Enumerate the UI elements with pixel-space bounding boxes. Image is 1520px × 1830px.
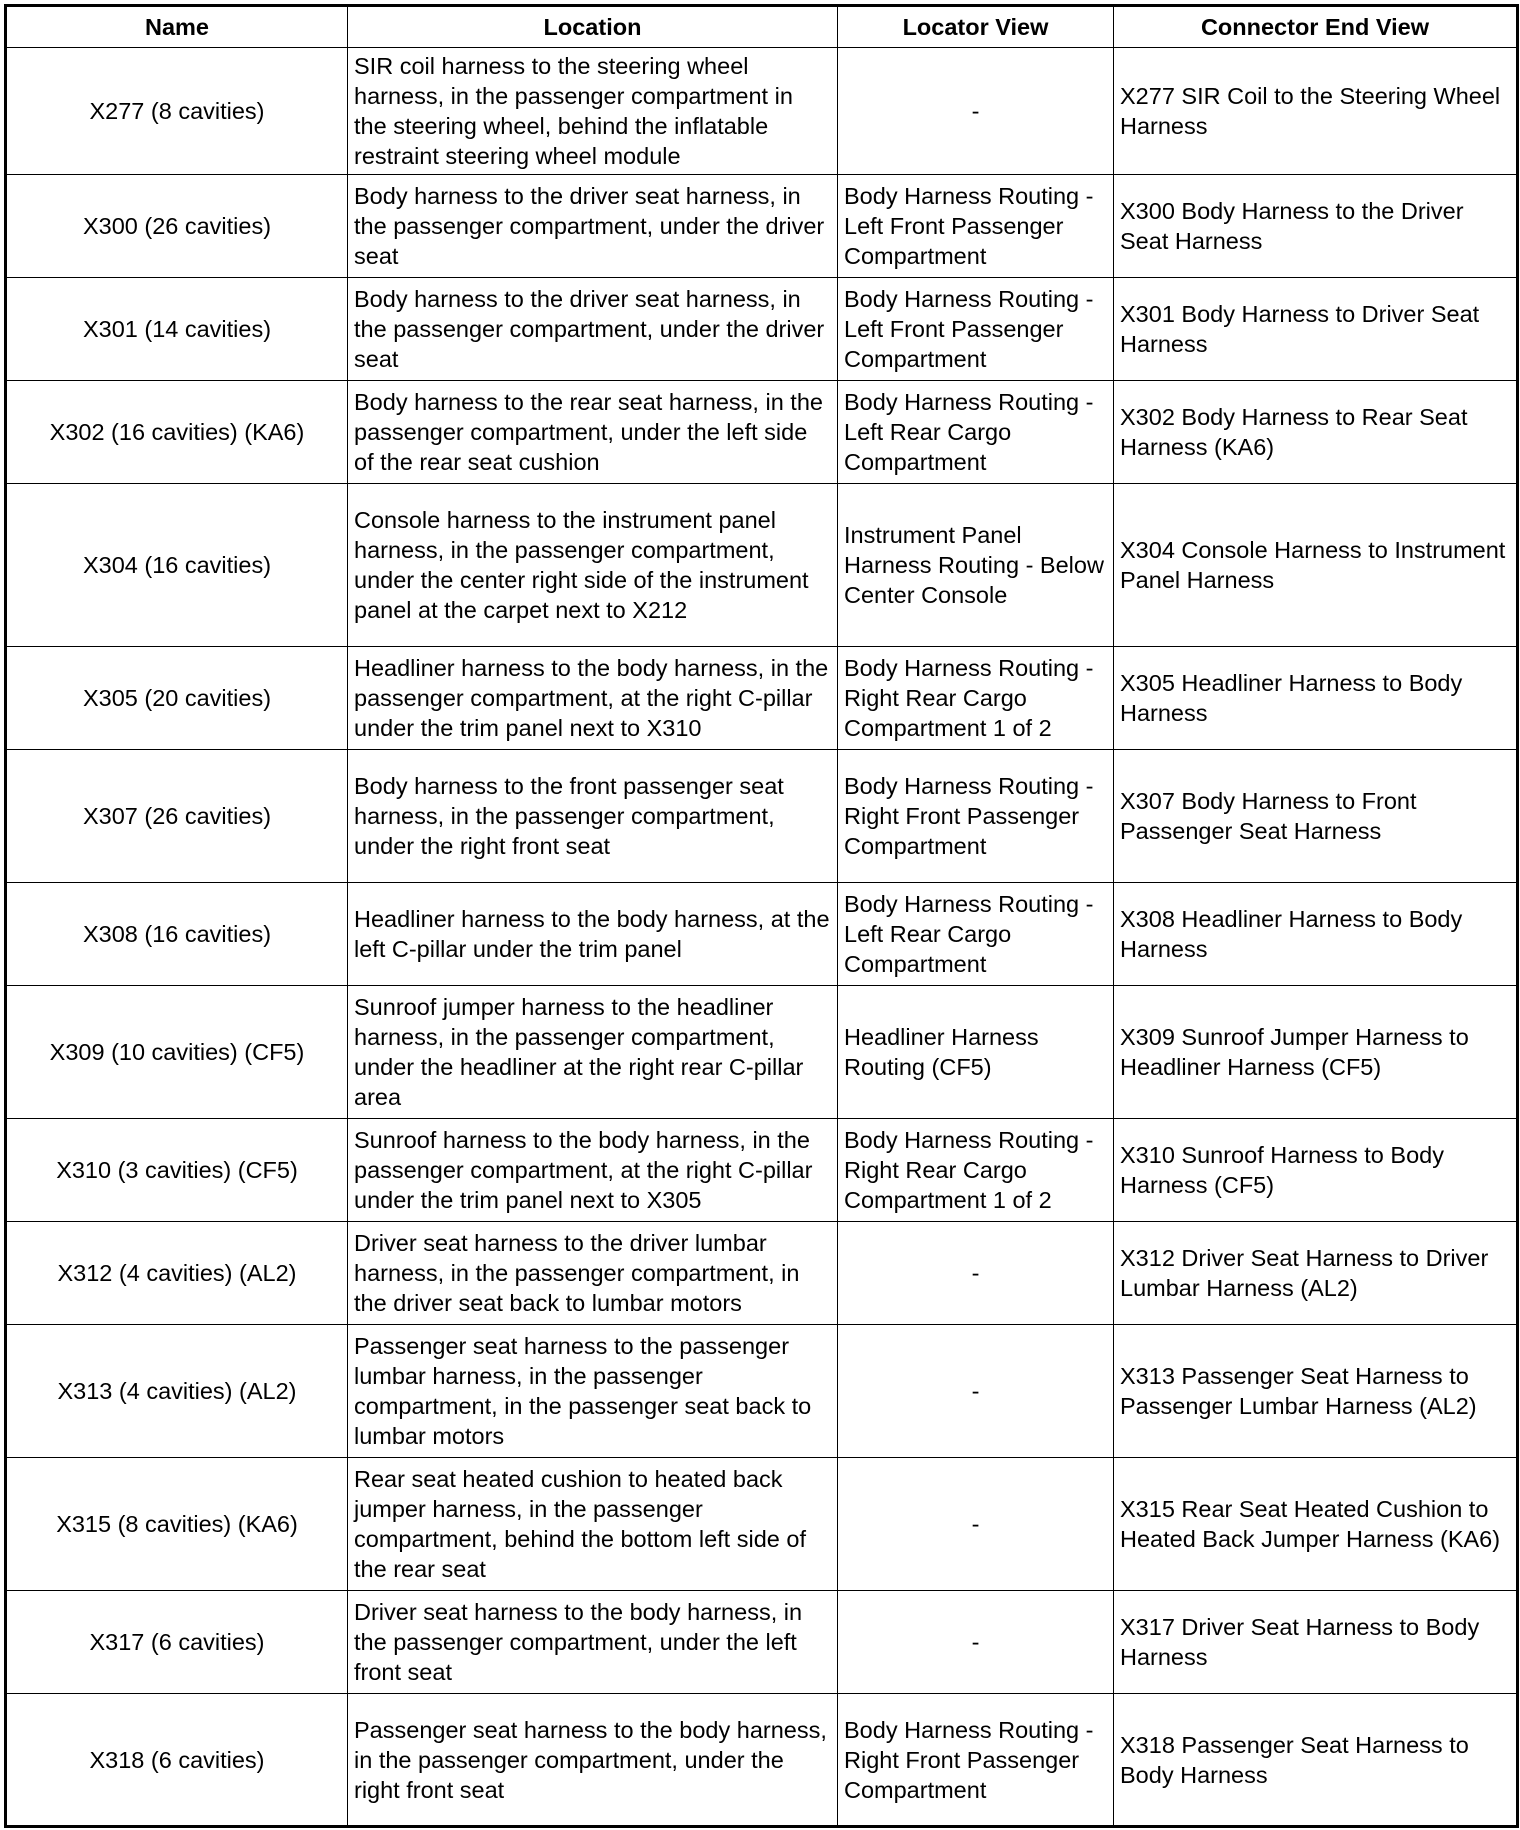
table-header [6,6,1518,48]
cell-name: X310 (3 cavities) (CF5) [6,1119,348,1222]
cell-connector-end-view[interactable]: X309 Sunroof Jumper Harness to Headliner Harness (CF5) [1114,986,1518,1119]
cell-location: Body harness to the rear seat harness, in the passenger compartment, under the left side of the rear seat cushion [348,381,838,484]
cell-location: SIR coil harness to the steering wheel harness, in the passenger compartment in the steering wheel, behind the inflatable restraint steering wheel module [348,48,838,175]
cell-connector-end-view[interactable]: X304 Console Harness to Instrument Panel Harness [1114,484,1518,647]
cell-location: Body harness to the driver seat harness, in the passenger compartment, under the driver seat [348,278,838,381]
cell-connector-end-view[interactable]: X301 Body Harness to Driver Seat Harness [1114,278,1518,381]
cell-name: X318 (6 cavities) [6,1694,348,1827]
header-locator-view: Locator View [838,6,1114,48]
cell-connector-end-view[interactable]: X313 Passenger Seat Harness to Passenger Lumbar Harness (AL2) [1114,1325,1518,1458]
table-row [6,484,1518,647]
table-row [6,48,1518,175]
cell-name: X277 (8 cavities) [6,48,348,175]
cell-connector-end-view[interactable]: X312 Driver Seat Harness to Driver Lumbar Harness (AL2) [1114,1222,1518,1325]
cell-name: X300 (26 cavities) [6,175,348,278]
cell-locator-view[interactable]: Body Harness Routing - Left Front Passenger Compartment [838,278,1114,381]
table-row [6,750,1518,883]
cell-locator-view[interactable]: Body Harness Routing - Right Rear Cargo Compartment 1 of 2 [838,1119,1114,1222]
cell-connector-end-view[interactable]: X315 Rear Seat Heated Cushion to Heated Back Jumper Harness (KA6) [1114,1458,1518,1591]
cell-name: X312 (4 cavities) (AL2) [6,1222,348,1325]
cell-locator-view[interactable]: Body Harness Routing - Left Rear Cargo Compartment [838,381,1114,484]
cell-location: Sunroof jumper harness to the headliner harness, in the passenger compartment, under the headliner at the right rear C-pillar area [348,986,838,1119]
cell-connector-end-view[interactable]: X308 Headliner Harness to Body Harness [1114,883,1518,986]
cell-name: X305 (20 cavities) [6,647,348,750]
cell-locator-view[interactable]: Body Harness Routing - Right Front Passenger Compartment [838,750,1114,883]
cell-connector-end-view[interactable]: X310 Sunroof Harness to Body Harness (CF5) [1114,1119,1518,1222]
header-connector-end-view: Connector End View [1114,6,1518,48]
cell-locator-view: - [838,48,1114,175]
cell-name: X307 (26 cavities) [6,750,348,883]
table-row [6,1694,1518,1827]
table-row [6,175,1518,278]
cell-location: Passenger seat harness to the body harness, in the passenger compartment, under the right front seat [348,1694,838,1827]
cell-locator-view: - [838,1325,1114,1458]
cell-name: X301 (14 cavities) [6,278,348,381]
table-row [6,647,1518,750]
cell-locator-view[interactable]: Body Harness Routing - Left Front Passenger Compartment [838,175,1114,278]
table-row [6,1591,1518,1694]
cell-locator-view: - [838,1458,1114,1591]
cell-name: X308 (16 cavities) [6,883,348,986]
table-row [6,381,1518,484]
table-row [6,1325,1518,1458]
connector-table-wrapper [4,4,1516,1828]
cell-locator-view: - [838,1222,1114,1325]
table-body [6,48,1518,1827]
cell-connector-end-view[interactable]: X300 Body Harness to the Driver Seat Harness [1114,175,1518,278]
cell-connector-end-view[interactable]: X302 Body Harness to Rear Seat Harness (KA6) [1114,381,1518,484]
cell-locator-view[interactable]: Instrument Panel Harness Routing - Below Center Console [838,484,1114,647]
header-name: Name [6,6,348,48]
cell-connector-end-view[interactable]: X307 Body Harness to Front Passenger Seat Harness [1114,750,1518,883]
cell-locator-view[interactable]: Body Harness Routing - Right Rear Cargo Compartment 1 of 2 [838,647,1114,750]
table-row [6,1458,1518,1591]
table-row [6,278,1518,381]
cell-location: Driver seat harness to the body harness, in the passenger compartment, under the left front seat [348,1591,838,1694]
table-row [6,1119,1518,1222]
header-row [6,6,1518,48]
cell-connector-end-view: X277 SIR Coil to the Steering Wheel Harness [1114,48,1518,175]
cell-location: Sunroof harness to the body harness, in the passenger compartment, at the right C-pillar under the trim panel next to X305 [348,1119,838,1222]
cell-name: X302 (16 cavities) (KA6) [6,381,348,484]
cell-connector-end-view[interactable]: X305 Headliner Harness to Body Harness [1114,647,1518,750]
cell-location: Body harness to the driver seat harness, in the passenger compartment, under the driver seat [348,175,838,278]
cell-connector-end-view[interactable]: X317 Driver Seat Harness to Body Harness [1114,1591,1518,1694]
cell-locator-view: - [838,1591,1114,1694]
cell-locator-view[interactable]: Headliner Harness Routing (CF5) [838,986,1114,1119]
cell-location: Console harness to the instrument panel harness, in the passenger compartment, under the center right side of the instrument panel at the carpet next to X212 [348,484,838,647]
cell-location: Rear seat heated cushion to heated back jumper harness, in the passenger compartment, behind the bottom left side of the rear seat [348,1458,838,1591]
cell-name: X309 (10 cavities) (CF5) [6,986,348,1119]
cell-location: Body harness to the front passenger seat harness, in the passenger compartment, under the right front seat [348,750,838,883]
cell-locator-view[interactable]: Body Harness Routing - Right Front Passenger Compartment [838,1694,1114,1827]
cell-connector-end-view[interactable]: X318 Passenger Seat Harness to Body Harness [1114,1694,1518,1827]
cell-location: Passenger seat harness to the passenger lumbar harness, in the passenger compartment, in the passenger seat back to lumbar motors [348,1325,838,1458]
table-row [6,986,1518,1119]
table-row [6,883,1518,986]
cell-location: Headliner harness to the body harness, in the passenger compartment, at the right C-pillar under the trim panel next to X310 [348,647,838,750]
table-row [6,1222,1518,1325]
cell-name: X313 (4 cavities) (AL2) [6,1325,348,1458]
cell-name: X315 (8 cavities) (KA6) [6,1458,348,1591]
header-location: Location [348,6,838,48]
cell-location: Headliner harness to the body harness, at the left C-pillar under the trim panel [348,883,838,986]
cell-location: Driver seat harness to the driver lumbar harness, in the passenger compartment, in the driver seat back to lumbar motors [348,1222,838,1325]
connector-table [4,4,1519,1828]
cell-name: X304 (16 cavities) [6,484,348,647]
cell-name: X317 (6 cavities) [6,1591,348,1694]
cell-locator-view[interactable]: Body Harness Routing - Left Rear Cargo Compartment [838,883,1114,986]
